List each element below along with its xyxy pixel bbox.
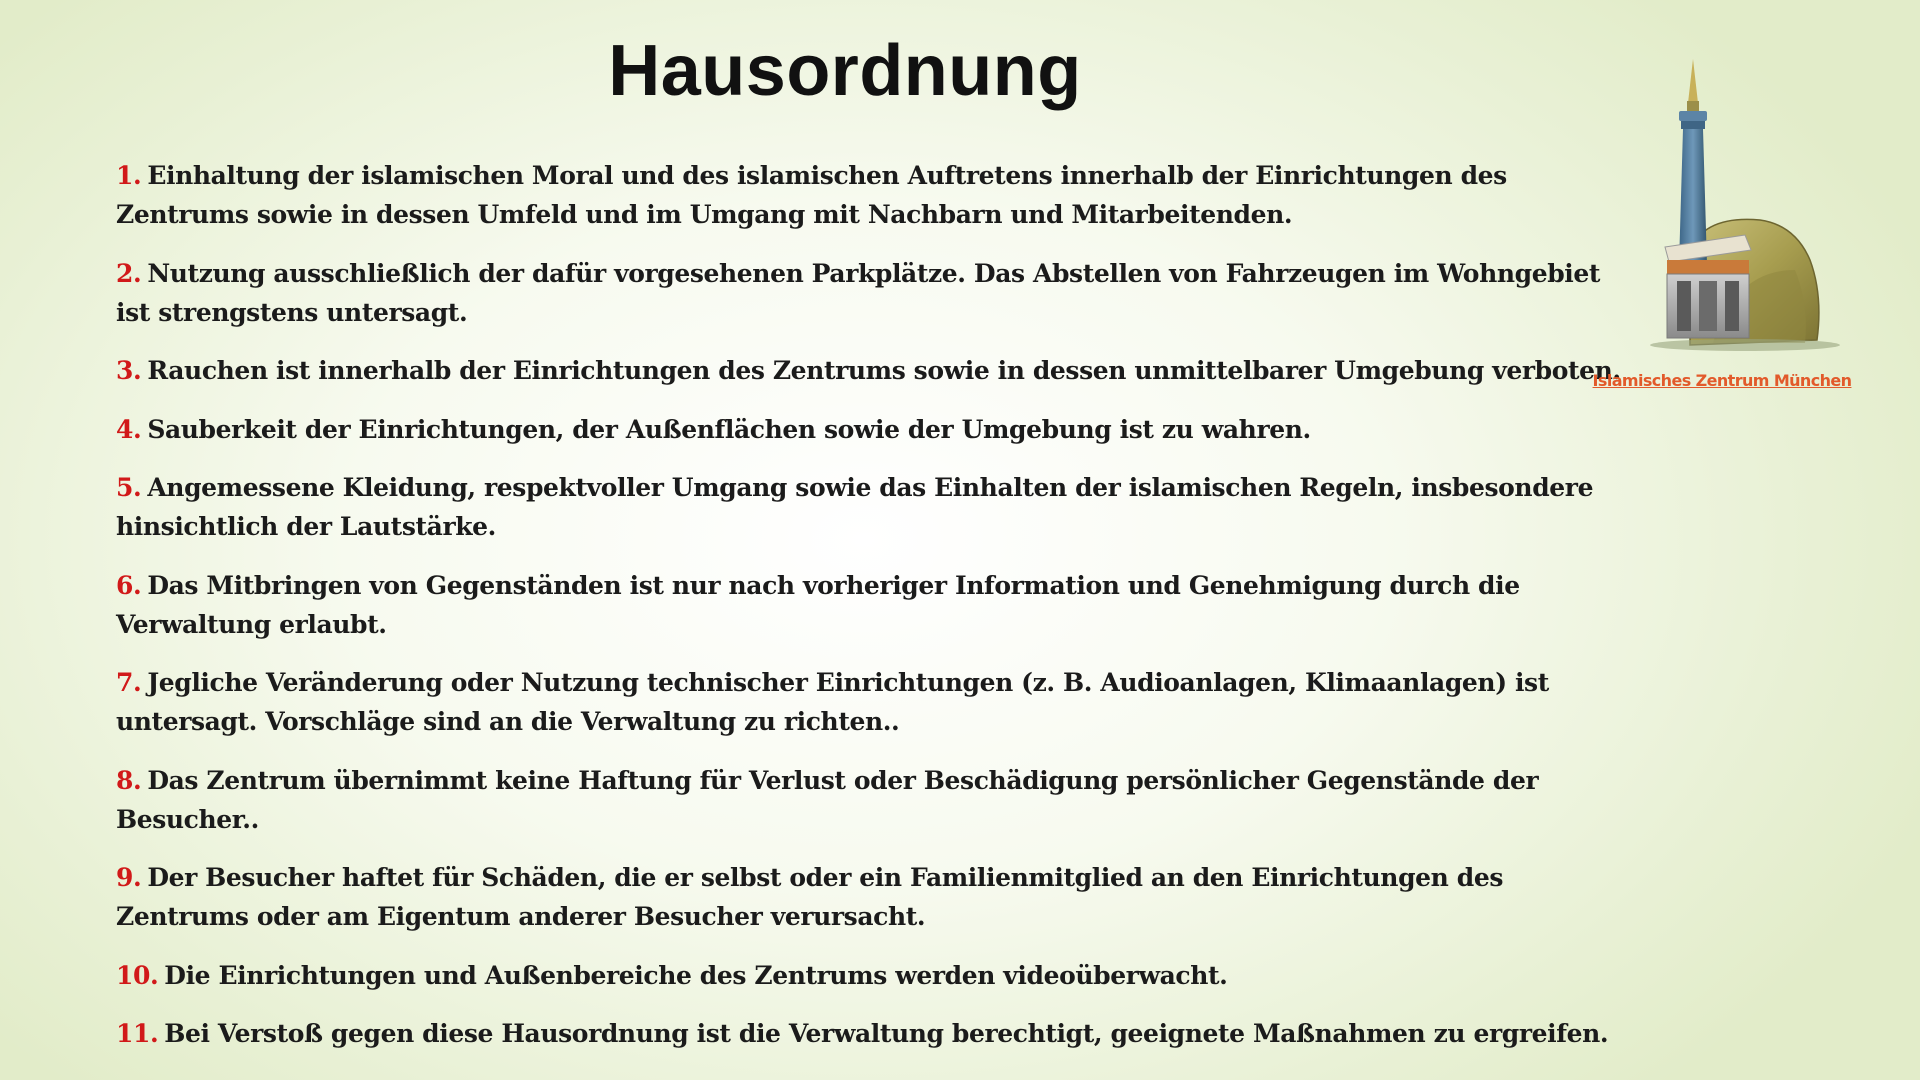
rule-text: Der Besucher haftet für Schäden, die er selbst oder ein Familienmitglied an den Einrichtungen des Zentrums oder am Eigentum anderer Besucher verursacht.: [116, 863, 1504, 931]
rule-text: Das Zentrum übernimmt keine Haftung für Verlust oder Beschädigung persönlicher Gegenstände der Besucher..: [116, 765, 1539, 834]
rule-text: Nutzung ausschließlich der dafür vorgesehenen Parkplätze. Das Abstellen von Fahrzeugen im Wohngebiet ist strengstens untersagt.: [116, 258, 1601, 327]
rule-number: 4.: [116, 414, 142, 444]
rule-item: [116, 956, 1636, 995]
rule-item: [116, 351, 1636, 390]
rules-list: [116, 156, 1636, 1073]
rule-number: 1.: [116, 161, 142, 190]
rule-item: [116, 663, 1636, 741]
rule-text: Angemessene Kleidung, respektvoller Umgang sowie das Einhalten der islamischen Regeln, insbesondere hinsichtlich der Lautstärke.: [116, 473, 1594, 541]
rule-item: [116, 254, 1636, 332]
rule-number: 2.: [116, 258, 142, 288]
rule-number: 3.: [116, 356, 142, 385]
rule-item: [116, 156, 1636, 234]
page-title: Hausordnung: [608, 31, 1082, 111]
rule-text: Jegliche Veränderung oder Nutzung technischer Einrichtungen (z. B. Audioanlagen, Klimaanlagen) ist untersagt. Vorschläge sind an die Verwaltung zu richten..: [116, 668, 1549, 736]
rule-item: [116, 468, 1636, 546]
rule-number: 11.: [116, 1019, 159, 1048]
rule-text: Das Mitbringen von Gegenständen ist nur nach vorheriger Information und Genehmigung durch die Verwaltung erlaubt.: [116, 570, 1520, 639]
rule-number: 7.: [116, 668, 142, 697]
rule-text: Einhaltung der islamischen Moral und des islamischen Auftretens innerhalb der Einrichtungen des Zentrums sowie in dessen Umfeld und im Umgang mit Nachbarn und Mitarbeitenden.: [116, 161, 1507, 229]
rule-item: [116, 566, 1636, 644]
rule-item: [116, 858, 1636, 936]
rule-item: [116, 410, 1636, 449]
rule-number: 10.: [116, 960, 159, 990]
rule-number: 9.: [116, 863, 142, 892]
rule-number: 5.: [116, 473, 142, 502]
rule-text: Die Einrichtungen und Außenbereiche des Zentrums werden videoüberwacht.: [164, 960, 1228, 990]
rule-text: Bei Verstoß gegen diese Hausordnung ist die Verwaltung berechtigt, geeignete Maßnahmen zu ergreifen.: [164, 1019, 1609, 1048]
rule-item: [116, 1014, 1636, 1053]
mosque-icon: [1595, 55, 1855, 355]
rule-number: 8.: [116, 765, 142, 795]
rule-text: Sauberkeit der Einrichtungen, der Außenflächen sowie der Umgebung ist zu wahren.: [147, 414, 1311, 444]
rule-number: 6.: [116, 570, 142, 600]
rule-text: Rauchen ist innerhalb der Einrichtungen des Zentrums sowie in dessen unmittelbarer Umgebung verboten.: [147, 356, 1621, 385]
logo-caption: Islamisches Zentrum München: [1592, 371, 1852, 390]
rule-item: [116, 761, 1636, 839]
